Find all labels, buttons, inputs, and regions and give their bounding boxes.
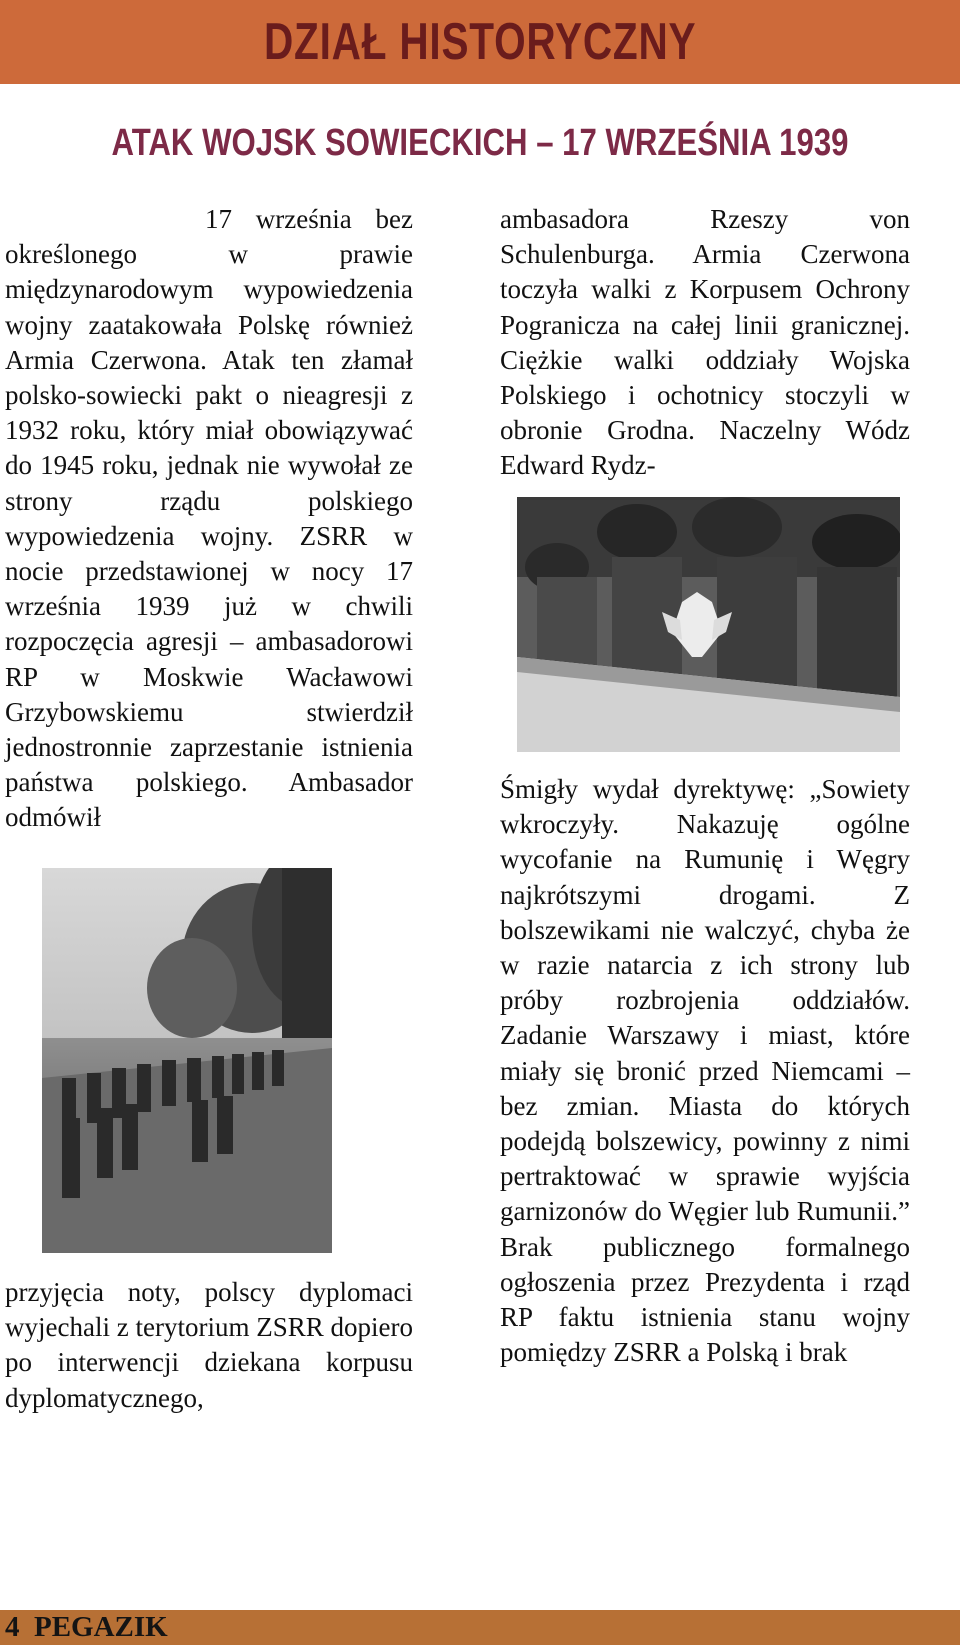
article-right-text-bottom [500,772,910,1370]
photo-soldiers-eagle-image [517,497,900,752]
section-title: DZIAŁ HISTORYCZNY [263,13,697,71]
article-left-text-top [5,202,413,836]
right-text-bottom: Śmigły wydał dyrektywę: „Sowiety wkroczyły. Nakazuję ogólne wycofanie na Rumunię i Węgry najkrótszymi drogami. Z bolszewikami nie walczyć, chyba że w razie natarcia z ich strony lub próby rozbrojenia oddziałów. Zadanie Warszawy i miast, które miały się bronić przed Niemcami – bez zmian. Miasta do których podejdą bolszewicy, powinny z nimi pertraktować w sprawie wyjścia garnizonów do Węgier lub Rumunii.” Brak publicznego formalnego ogłoszenia przez Prezydenta i rząd RP faktu istnienia stanu wojny pomiędzy ZSRR a Polską i brak [500,774,910,1368]
left-text-top: 17 września bez określonego w prawie międzynarodowym wypowiedzenia wojny zaatakowała Polskę również Armia Czerwona. Atak ten złamał polsko-sowiecki pakt o nieagresji z 1932 roku, który miał obowiązywać do 1945 roku, jednak nie wywołał ze strony rządu polskiego wypowiedzenia wojny. ZSRR w nocie przedstawionej w nocy 17 września 1939 już w chwili rozpoczęcia agresji – ambasadorowi RP w Moskwie Wacławowi Grzybowskiemu stwierdził jednostronnie zaprzestanie istnienia państwa polskiego. Ambasador odmówił [5,204,413,833]
right-text-top: ambasadora Rzeszy von Schulenburga. Armia Czerwona toczyła walki z Korpusem Ochrony Pogranicza na całej linii granicznej. Ciężkie walki oddziały Wojska Polskiego i ochotnicy stoczyli w obronie Grodna. Naczelny Wódz Edward Rydz- [500,204,910,481]
article-right-text-top [500,202,910,484]
article-left-text-bottom [5,1275,413,1416]
footer-page-label: 4 PEGAZIK [5,1611,168,1643]
article-title: ATAK WOJSK SOWIECKICH – 17 WRZEŚNIA 1939 [111,122,849,164]
section-banner [0,0,960,84]
left-text-bottom: przyjęcia noty, polscy dyplomaci wyjechali z terytorium ZSRR dopiero po interwencji dziekana korpusu dyplomatycznego, [5,1277,413,1413]
photo-soldiers-marching [42,868,332,1253]
photo-soldiers-eagle [517,497,900,752]
indent-spacer [5,202,205,232]
footer-bar [0,1610,960,1645]
photo-soldiers-marching-image [42,868,332,1253]
